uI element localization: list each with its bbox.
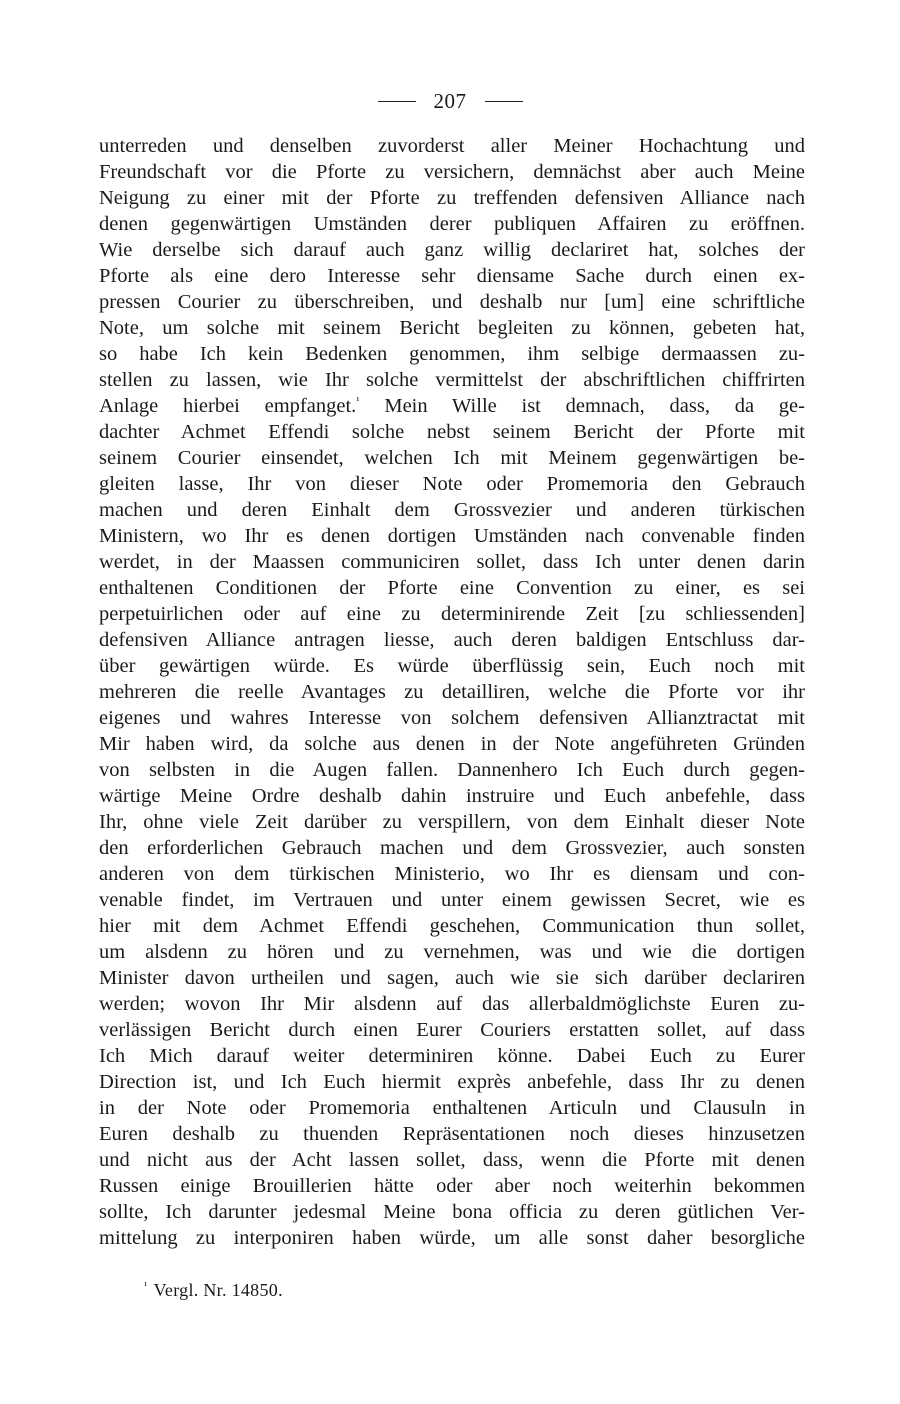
text-line: stellen zu lassen, wie Ihr solche vermittelst der abschriftlichen chiffrirten <box>99 369 805 391</box>
text-line: in der Note oder Promemoria enthaltenen Articuln und Clausuln in <box>99 1097 805 1119</box>
text-line: wärtige Meine Ordre deshalb dahin instruire und Euch anbefehle, dass <box>99 785 805 807</box>
text-line: über gewärtigen würde. Es würde überflüssig sein, Euch noch mit <box>99 655 805 677</box>
text-line: so habe Ich kein Bedenken genommen, ihm selbige dermaassen zu- <box>99 343 805 365</box>
text-line: enthaltenen Conditionen der Pforte eine Convention zu einer, es sei <box>99 577 805 599</box>
text-line: Neigung zu einer mit der Pforte zu treffenden defensiven Alliance nach <box>99 187 805 209</box>
footnote <box>144 1280 283 1301</box>
text-line: Wie derselbe sich darauf auch ganz willig declariret hat, solches der <box>99 239 805 261</box>
page-header <box>0 86 900 116</box>
text-line: unterreden und denselben zuvorderst aller Meiner Hochachtung und <box>99 135 805 157</box>
text-line: gleiten lasse, Ihr von dieser Note oder Promemoria den Gebrauch <box>99 473 805 495</box>
text-line-with-footnote-ref <box>99 393 805 419</box>
text-segment: Anlage hierbei empfanget. <box>99 395 357 417</box>
text-line: dachter Achmet Effendi solche nebst seinem Bericht der Pforte mit <box>99 421 805 443</box>
text-line: sollte, Ich darunter jedesmal Meine bona officia zu deren gütlichen Ver- <box>99 1201 805 1223</box>
footnote-ref-mark: ¹ <box>356 395 360 408</box>
text-line: Russen einige Brouillerien hätte oder aber noch weiterhin bekommen <box>99 1175 805 1197</box>
text-line: venable findet, im Vertrauen und unter einem gewissen Secret, wie es <box>99 889 805 911</box>
text-line: um alsdenn zu hören und zu vernehmen, was und wie die dortigen <box>99 941 805 963</box>
text-line: Pforte als eine dero Interesse sehr diensame Sache durch einen ex- <box>99 265 805 287</box>
footnote-text: Vergl. Nr. 14850. <box>153 1280 283 1300</box>
text-line: denen gegenwärtigen Umständen derer publiquen Affairen zu eröffnen. <box>99 213 805 235</box>
text-line: Minister davon urtheilen und sagen, auch wie sie sich darüber declariren <box>99 967 805 989</box>
text-line: mehreren die reelle Avantages zu detailliren, welche die Pforte vor ihr <box>99 681 805 703</box>
text-segment: Mein Wille ist demnach, dass, da ge- <box>384 395 805 417</box>
text-line: perpetuirlichen oder auf eine zu determinirende Zeit [zu schliessenden] <box>99 603 805 625</box>
text-line: Note, um solche mit seinem Bericht begleiten zu können, gebeten hat, <box>99 317 805 339</box>
text-line: mittelung zu interponiren haben würde, um alle sonst daher besorgliche <box>99 1227 805 1249</box>
text-line: seinem Courier einsendet, welchen Ich mit Meinem gegenwärtigen be- <box>99 447 805 469</box>
text-line: Ihr, ohne viele Zeit darüber zu verspillern, von dem Einhalt dieser Note <box>99 811 805 833</box>
page-number: 207 <box>433 88 467 113</box>
text-line: Ich Mich darauf weiter determiniren könne. Dabei Euch zu Eurer <box>99 1045 805 1067</box>
body-text <box>99 133 805 1251</box>
text-line: eigenes und wahres Interesse von solchem defensiven Allianztractat mit <box>99 707 805 729</box>
text-line: defensiven Alliance antragen liesse, auch deren baldigen Entschluss dar- <box>99 629 805 651</box>
text-line: pressen Courier zu überschreiben, und deshalb nur [um] eine schriftliche <box>99 291 805 313</box>
text-line: Direction ist, und Ich Euch hiermit exprès anbefehle, dass Ihr zu denen <box>99 1071 805 1093</box>
text-line: werden; wovon Ihr Mir alsdenn auf das allerbaldmöglichste Euren zu- <box>99 993 805 1015</box>
text-line: hier mit dem Achmet Effendi geschehen, Communication thun sollet, <box>99 915 805 937</box>
text-line: machen und deren Einhalt dem Grossvezier und anderen türkischen <box>99 499 805 521</box>
text-line: von selbsten in die Augen fallen. Dannenhero Ich Euch durch gegen- <box>99 759 805 781</box>
text-line: werdet, in der Maassen communiciren sollet, dass Ich unter denen darin <box>99 551 805 573</box>
header-dash-right <box>485 101 523 102</box>
text-line: verlässigen Bericht durch einen Eurer Couriers erstatten sollet, auf dass <box>99 1019 805 1041</box>
text-line: und nicht aus der Acht lassen sollet, dass, wenn die Pforte mit denen <box>99 1149 805 1171</box>
text-line: anderen von dem türkischen Ministerio, wo Ihr es diensam und con- <box>99 863 805 885</box>
header-dash-left <box>378 101 416 102</box>
text-line: Freundschaft vor die Pforte zu versichern, demnächst aber auch Meine <box>99 161 805 183</box>
text-line: Euren deshalb zu thuenden Repräsentationen noch dieses hinzusetzen <box>99 1123 805 1145</box>
footnote-mark: ¹ <box>144 1280 148 1292</box>
text-line: den erforderlichen Gebrauch machen und dem Grossvezier, auch sonsten <box>99 837 805 859</box>
text-line: Ministern, wo Ihr es denen dortigen Umständen nach convenable finden <box>99 525 805 547</box>
text-line: Mir haben wird, da solche aus denen in der Note angeführeten Gründen <box>99 733 805 755</box>
